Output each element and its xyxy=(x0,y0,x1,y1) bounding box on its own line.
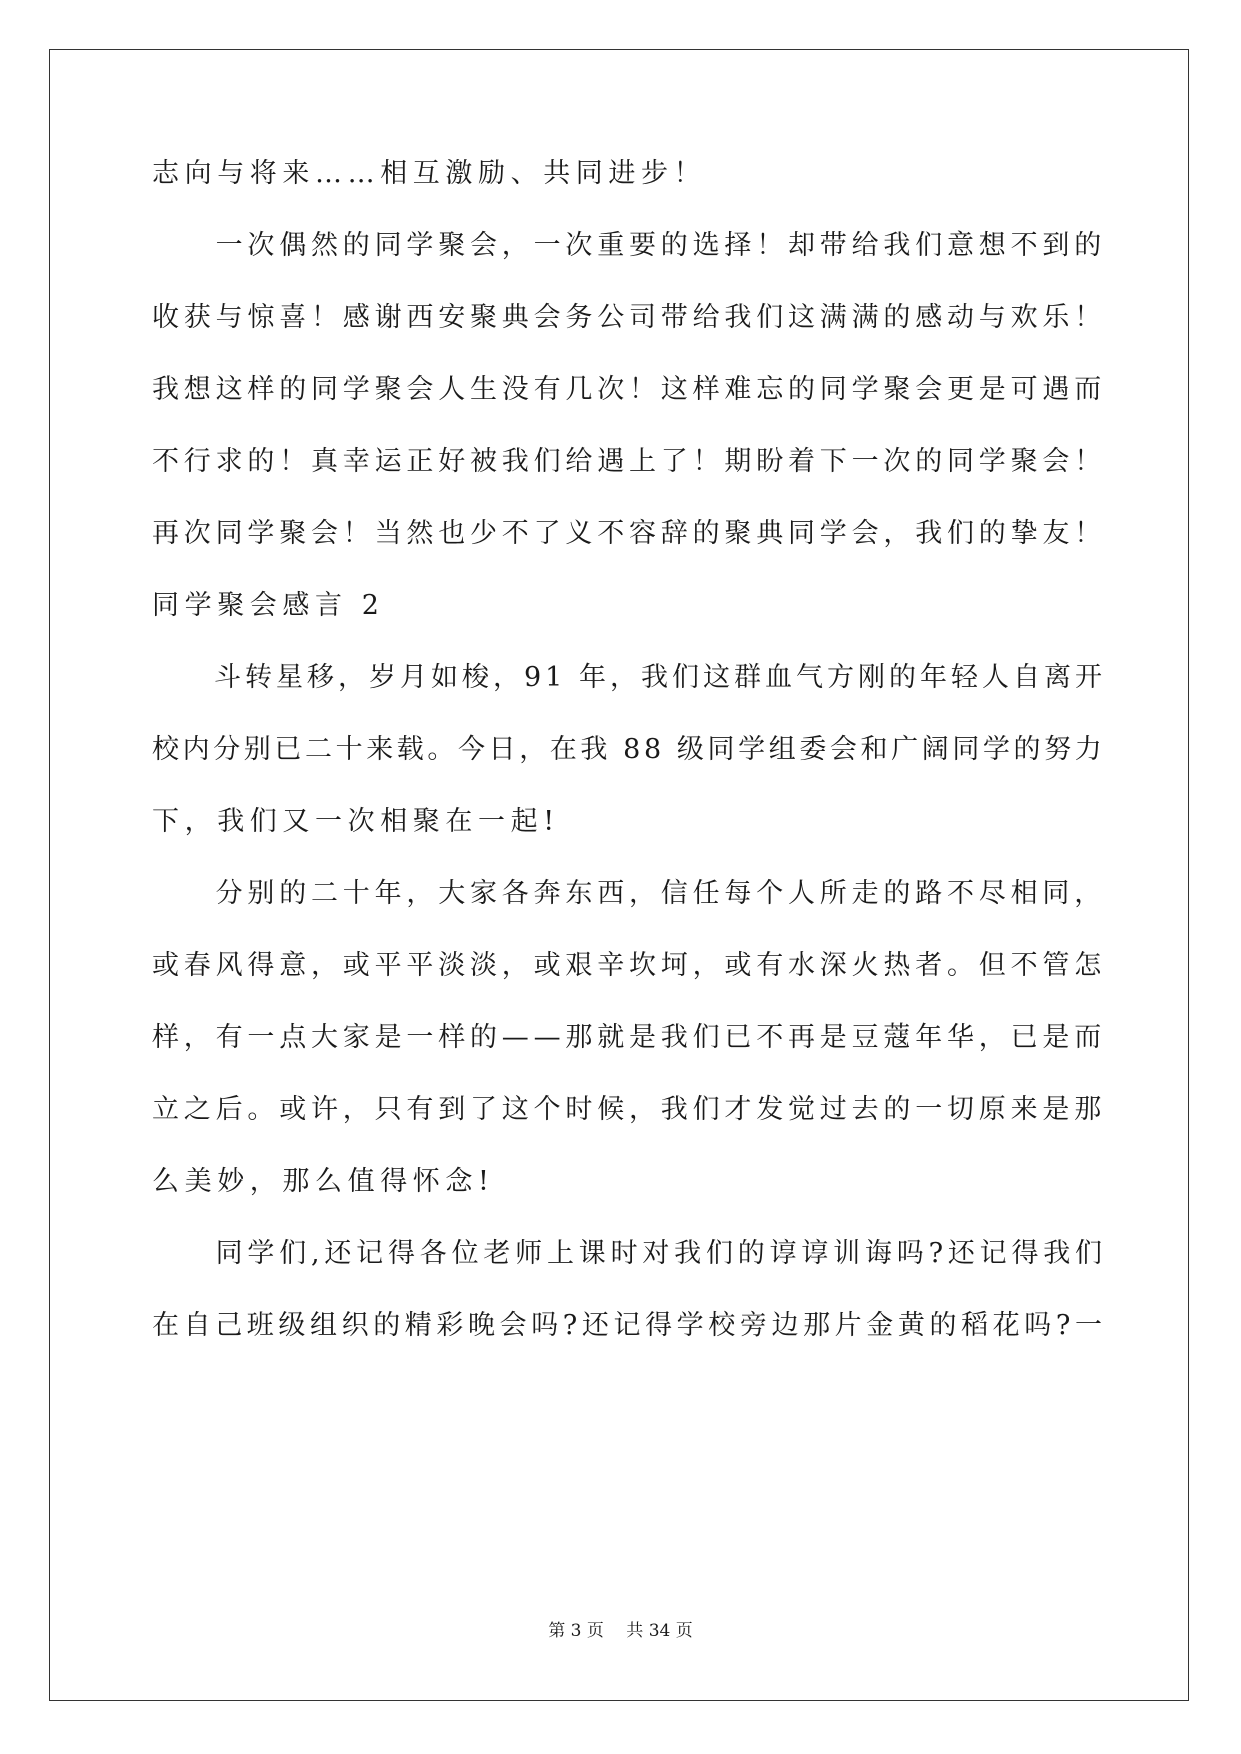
text-line: 或春风得意，或平平淡淡，或艰辛坎坷，或有水深火热者。但不管怎 xyxy=(152,950,1106,981)
section-heading: 同学聚会感言 2 xyxy=(152,590,385,621)
page-number: 第 3 页 共 34 页 xyxy=(548,1621,693,1641)
text-line: 斗转星移，岁月如梭，91 年，我们这群血气方刚的年轻人自离开 xyxy=(152,662,1106,693)
text-line: 一次偶然的同学聚会，一次重要的选择！却带给我们意想不到的 xyxy=(152,230,1106,261)
text-line: 志向与将来……相互激励、共同进步！ xyxy=(152,158,707,189)
text-line: 下，我们又一次相聚在一起! xyxy=(152,806,560,837)
text-line: 分别的二十年，大家各奔东西，信任每个人所走的路不尽相同， xyxy=(152,878,1106,909)
text-line: 在自己班级组织的精彩晚会吗?还记得学校旁边那片金黄的稻花吗?一 xyxy=(152,1310,1107,1341)
text-line: 同学们,还记得各位老师上课时对我们的谆谆训诲吗?还记得我们 xyxy=(152,1238,1107,1269)
text-line: 我想这样的同学聚会人生没有几次！这样难忘的同学聚会更是可遇而 xyxy=(152,374,1106,405)
text-line: 校内分别已二十来载。今日，在我 88 级同学组委会和广阔同学的努力 xyxy=(152,734,1106,765)
text-line: 收获与惊喜！感谢西安聚典会务公司带给我们这满满的感动与欢乐！ xyxy=(152,302,1106,333)
text-line: 样，有一点大家是一样的——那就是我们已不再是豆蔻年华，已是而 xyxy=(152,1022,1106,1053)
text-line: 不行求的！真幸运正好被我们给遇上了！期盼着下一次的同学聚会！ xyxy=(152,446,1106,477)
text-line: 再次同学聚会！当然也少不了义不容辞的聚典同学会，我们的挚友！ xyxy=(152,518,1106,549)
text-line: 立之后。或许，只有到了这个时候，我们才发觉过去的一切原来是那 xyxy=(152,1094,1106,1125)
text-line: 么美妙，那么值得怀念! xyxy=(152,1166,495,1197)
